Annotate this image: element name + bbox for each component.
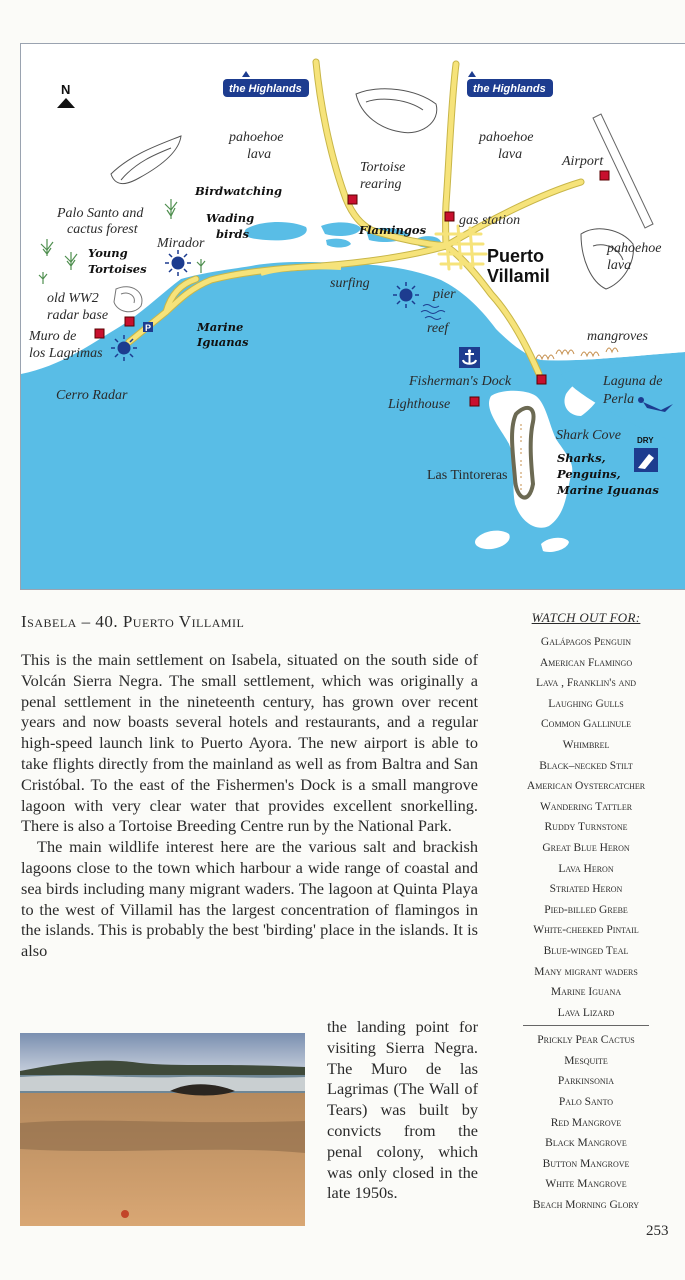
list-item: American Flamingo bbox=[539, 656, 633, 669]
label-young-tortoises-2: Tortoises bbox=[88, 262, 147, 276]
label-shark-cove: Shark Cove bbox=[556, 428, 621, 443]
label-sharks-2: Penguins, bbox=[557, 467, 621, 481]
label-pier: pier bbox=[433, 287, 456, 302]
list-item: Mesquite bbox=[564, 1054, 608, 1067]
label-muro: Muro de bbox=[29, 329, 77, 344]
animal-list bbox=[496, 632, 676, 1023]
label-mirador: Mirador bbox=[157, 236, 205, 251]
svg-text:the Highlands: the Highlands bbox=[473, 83, 546, 95]
list-item: Lava Lizard bbox=[557, 1006, 615, 1019]
list-item: Parkinsonia bbox=[557, 1075, 615, 1088]
list-item: White-cheeked Pintail bbox=[533, 924, 639, 937]
label-pahoehoe-mid-2: lava bbox=[498, 147, 523, 162]
label-marine-iguanas: Marine bbox=[197, 320, 244, 334]
list-item: Black–necked Stilt bbox=[539, 759, 633, 772]
label-radar-base-2: radar base bbox=[47, 308, 109, 323]
label-palo-santo-2: cactus forest bbox=[67, 222, 138, 237]
label-puerto-villamil: Puerto bbox=[487, 246, 545, 266]
label-radar-base: old WW2 bbox=[47, 291, 99, 306]
list-item: Galápagos Penguin bbox=[540, 636, 632, 648]
list-item: Laughing Gulls bbox=[548, 697, 624, 710]
list-item: Striated Heron bbox=[549, 883, 623, 896]
list-item: Button Mangrove bbox=[542, 1157, 630, 1170]
map bbox=[20, 43, 685, 590]
label-pahoehoe-right-2: lava bbox=[607, 258, 632, 273]
list-item: Prickly Pear Cactus bbox=[537, 1034, 635, 1047]
list-item: Blue-winged Teal bbox=[543, 944, 629, 957]
plant-list bbox=[496, 1030, 676, 1215]
label-las-tintoreras: Las Tintoreras bbox=[427, 468, 508, 483]
list-item: Ruddy Turnstone bbox=[544, 821, 628, 834]
svg-text:the Highlands: the Highlands bbox=[229, 83, 302, 95]
label-surfing: surfing bbox=[330, 276, 370, 291]
label-marine-iguanas-2: Iguanas bbox=[197, 335, 249, 349]
label-reef: reef bbox=[427, 321, 449, 336]
article-title: Isabela – 40. Puerto Villamil bbox=[21, 612, 245, 631]
label-pahoehoe-mid: pahoehoe bbox=[479, 130, 534, 145]
list-item: Palo Santo bbox=[558, 1096, 614, 1109]
watch-heading: WATCH OUT FOR: bbox=[531, 610, 641, 625]
label-laguna: Laguna de bbox=[603, 374, 663, 389]
label-young-tortoises: Young bbox=[88, 246, 128, 260]
label-airport: Airport bbox=[562, 154, 604, 169]
watch-out-for-sidebar bbox=[496, 610, 676, 1216]
list-item: White Mangrove bbox=[545, 1178, 627, 1191]
label-wading-birds: Wading bbox=[206, 211, 255, 225]
list-item: Common Gallinule bbox=[541, 718, 631, 731]
label-lighthouse: Lighthouse bbox=[388, 397, 451, 412]
list-item: Marine Iguana bbox=[550, 986, 622, 999]
list-item: Great Blue Heron bbox=[542, 841, 630, 854]
label-puerto-villamil-2: Villamil bbox=[487, 266, 550, 286]
label-flamingos: Flamingos bbox=[359, 223, 427, 237]
list-item: Beach Morning Glory bbox=[532, 1199, 640, 1212]
label-tortoise-rearing: Tortoise bbox=[360, 160, 406, 175]
list-item: Lava , Franklin's and bbox=[535, 677, 637, 690]
page-number: 253 bbox=[646, 1223, 669, 1239]
svg-text:DRY: DRY bbox=[637, 436, 654, 445]
label-sharks: Sharks, bbox=[557, 451, 606, 465]
list-item: Lava Heron bbox=[558, 862, 614, 875]
label-pahoehoe-left: pahoehoe bbox=[229, 130, 284, 145]
label-wading-birds-2: birds bbox=[216, 227, 249, 241]
beach-photo bbox=[20, 1033, 305, 1226]
label-cerro-radar: Cerro Radar bbox=[56, 388, 128, 403]
list-item: American Oystercatcher bbox=[526, 780, 646, 793]
anchor-icon bbox=[459, 347, 480, 368]
svg-text:N: N bbox=[61, 82, 71, 97]
list-item: Pied-billed Grebe bbox=[544, 903, 628, 916]
label-pahoehoe-left-2: lava bbox=[247, 147, 272, 162]
paragraph-1: This is the main settlement on Isabela, situated on the south side of Volcán Sierra Negra. The small settlement, which was originally a penal settlement in the nineteenth century, has grown over recent years and now boasts several hotels and restaurants, and a regular high-speed launch link to Puerto Ayora. The new airport is able to take flights directly from the mainland as well as from Baltra and San Cristóbal. To the east of the Fishermen's Dock is a small mangrove lagoon with very clear water that provides excellent snorkelling. There is also a Tortoise Breeding Centre run by the National Park. bbox=[21, 650, 478, 836]
label-tortoise-rearing-2: rearing bbox=[360, 177, 402, 192]
label-laguna-2: Perla bbox=[603, 392, 635, 407]
label-palo-santo: Palo Santo and bbox=[57, 206, 144, 221]
list-item: Many migrant waders bbox=[534, 965, 638, 978]
label-gas-station: gas station bbox=[459, 213, 521, 228]
label-muro-2: los Lagrimas bbox=[29, 346, 103, 361]
label-sharks-3: Marine Iguanas bbox=[557, 483, 659, 497]
list-item: Whimbrel bbox=[562, 738, 610, 751]
list-item: Red Mangrove bbox=[550, 1116, 622, 1129]
article-body bbox=[21, 650, 478, 962]
list-divider bbox=[523, 1025, 649, 1026]
label-mangroves: mangroves bbox=[587, 329, 648, 344]
list-item: Black Mangrove bbox=[545, 1137, 627, 1150]
label-birdwatching: Birdwatching bbox=[195, 184, 282, 198]
list-item: Wandering Tattler bbox=[539, 800, 633, 813]
paragraph-2-continued: the landing point for visiting Sierra Negra. The Muro de las Lagrimas (The Wall of Tears) was built by convicts from the penal colony, which was only closed in the late 1950s. bbox=[327, 1017, 478, 1203]
label-fishermans-dock: Fisherman's Dock bbox=[409, 374, 512, 389]
svg-text:P: P bbox=[145, 323, 152, 333]
parking-icon bbox=[143, 322, 153, 333]
paragraph-2: The main wildlife interest here are the various salt and brackish lagoons close to the town which harbour a wide range of coastal and sea birds including many migrant waders. The lagoon at Quinta Playa to the west of Villamil has the largest concentration of flamingos in the islands. This is probably the best 'birding' place in the islands. It is also bbox=[21, 837, 478, 961]
label-pahoehoe-right: pahoehoe bbox=[607, 241, 662, 256]
